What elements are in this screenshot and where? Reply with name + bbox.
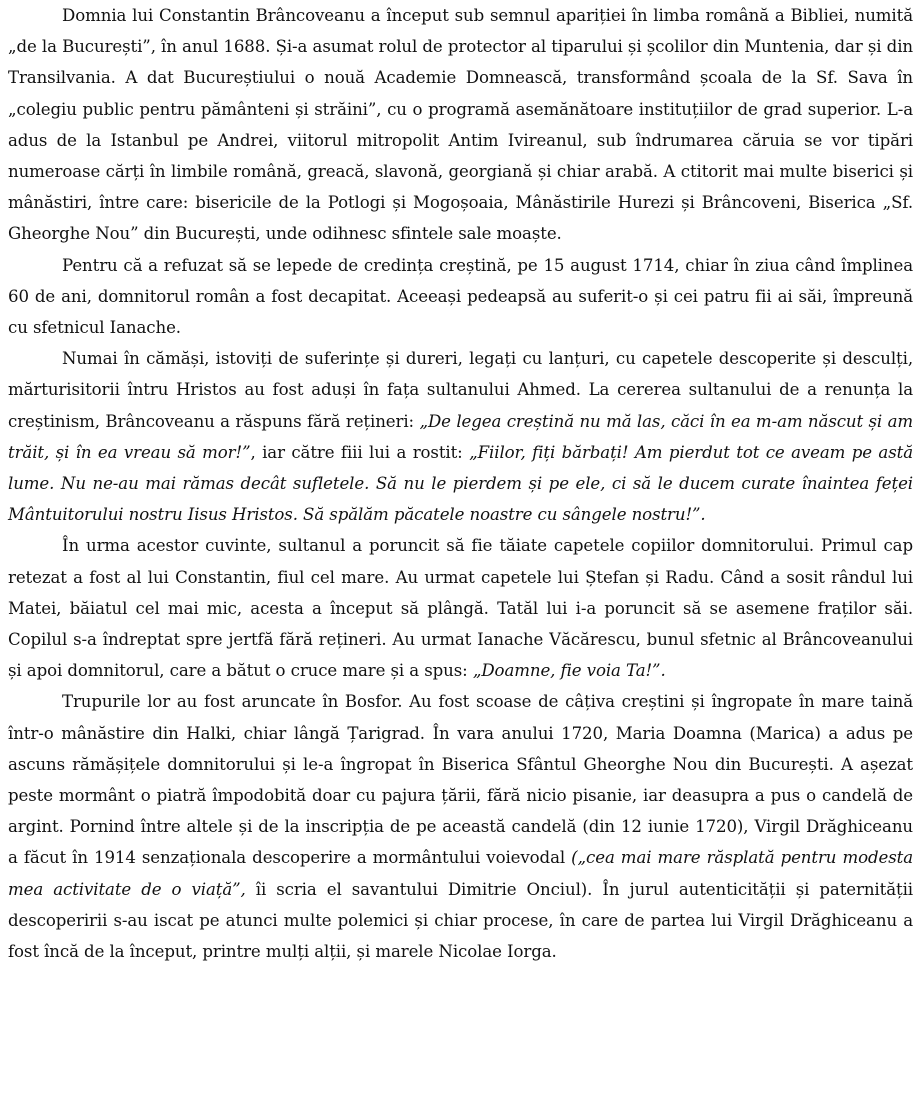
italic-quote: „Doamne, fie voia Ta!”. bbox=[472, 661, 666, 681]
italic-quote: „De legea creștină nu mă las, căci în ea m-am născut și am trăit, și în ea vreau să mor!” bbox=[8, 411, 913, 462]
paragraph-text: În urma acestor cuvinte, sultanul a poruncit să fie tăiate capetele copiilor domnitorului. Primul cap retezat a fost al lui Constantin, fiul cel mare. Au urmat capetele lui Ștefan și Radu. Când a sosit rândul lui Matei, băiatul cel mai mic, acesta a început să plângă. Tatăl lui i-a poruncit să se asemene fraților săi. Copilul s-a îndreptat spre jertfă fără rețineri. Au urmat Ianache Văcărescu, bunul sfetnic al Brâncoveanului și apoi domnitorul, care a bătut o cruce mare și a spus: bbox=[8, 536, 913, 681]
italic-quote: („cea mai mare răsplată pentru modesta mea activitate de o viață”, bbox=[8, 848, 914, 899]
paragraph-text: Domnia lui Constantin Brâncoveanu a început sub semnul apariției în limba română a Bibliei, numită „de la București”, în anul 1688. Și-a asumat rolul de protector al tiparului și școlilor din Muntenia, dar și din Transilvania. A dat Bucureștiului o nouă Academie Domnească, transformând școala de la Sf. Sava în „colegiu public pentru pământeni și străini”, cu o programă asemănătoare instituțiilor de grad superior. L-a adus de la Istanbul pe Andrei, viitorul mitropolit Antim Ivireanul, sub îndrumarea căruia se vor tipări numeroase cărți în limbile română, greacă, slavonă, georgiană și chiar arabă. A ctitorit mai multe biserici și mânăstiri, între care: bisericile de la Potlogi și Mogoșoaia, Mânăstirile Hurezi și Brâncoveni, Biserica „Sf. Gheorghe Nou” din București, unde odihnesc sfintele sale moaște. bbox=[8, 6, 913, 244]
paragraph bbox=[8, 250, 913, 344]
paragraph-text: Numai în cămăși, istoviți de suferințe și dureri, legați cu lanțuri, cu capetele descoperite și desculți, mărturisitorii întru Hristos au fost aduși în fața sultanului Ahmed. La cererea sultanului de a renunța la creștinism, Brâncoveanu a răspuns fără rețineri: bbox=[8, 349, 913, 431]
paragraph bbox=[8, 530, 913, 686]
paragraph-text: Pentru că a refuzat să se lepede de credința creștină, pe 15 august 1714, chiar în ziua când împlinea 60 de ani, domnitorul român a fost decapitat. Aceeași pedeapsă au suferit-o și cei patru fii ai săi, împreună cu sfetnicul Ianache. bbox=[8, 255, 913, 338]
paragraph bbox=[8, 343, 913, 530]
paragraph-text: Trupurile lor au fost aruncate în Bosfor. Au fost scoase de câțiva creștini și îngropate în mare taină într-o mânăstire din Halki, chiar lângă Țarigrad. În vara anului 1720, Maria Doamna (Marica) a adus pe ascuns rămășițele domnitorului și le-a îngropat în Biserica Sfântul Gheorghe Nou din București. A așezat peste mormânt o piatră împodobită doar cu pajura țării, fără nicio pisanie, iar deasupra a pus o candelă de argint. Pornind între altele și de la inscripția de pe această candelă (din 12 iunie 1720), Virgil Drăghiceanu a făcut în 1914 senzaționala descoperire a mormântului voievodal bbox=[8, 692, 913, 868]
paragraph bbox=[8, 0, 913, 250]
paragraph bbox=[8, 686, 913, 967]
paragraph-text: îi scria el savantului Dimitrie Onciul). În jurul autenticității și paternității descoperirii s-au iscat pe atunci multe polemici și chiar procese, în care de partea lui Virgil Drăghiceanu a fost încă de la început, printre mulți alții, și marele Nicolae Iorga. bbox=[8, 879, 913, 962]
italic-quote: „Fiilor, fiți bărbați! Am pierdut tot ce aveam pe astă lume. Nu ne-au mai rămas decât sufletele. Să nu le pierdem și pe ele, ci să le ducem curate înaintea feței Mântuitorului nostru Iisus Hristos. Să spălăm păcatele noastre cu sângele nostru!”. bbox=[8, 442, 913, 525]
paragraph-text: , iar către fiii lui a rostit: bbox=[250, 442, 470, 462]
